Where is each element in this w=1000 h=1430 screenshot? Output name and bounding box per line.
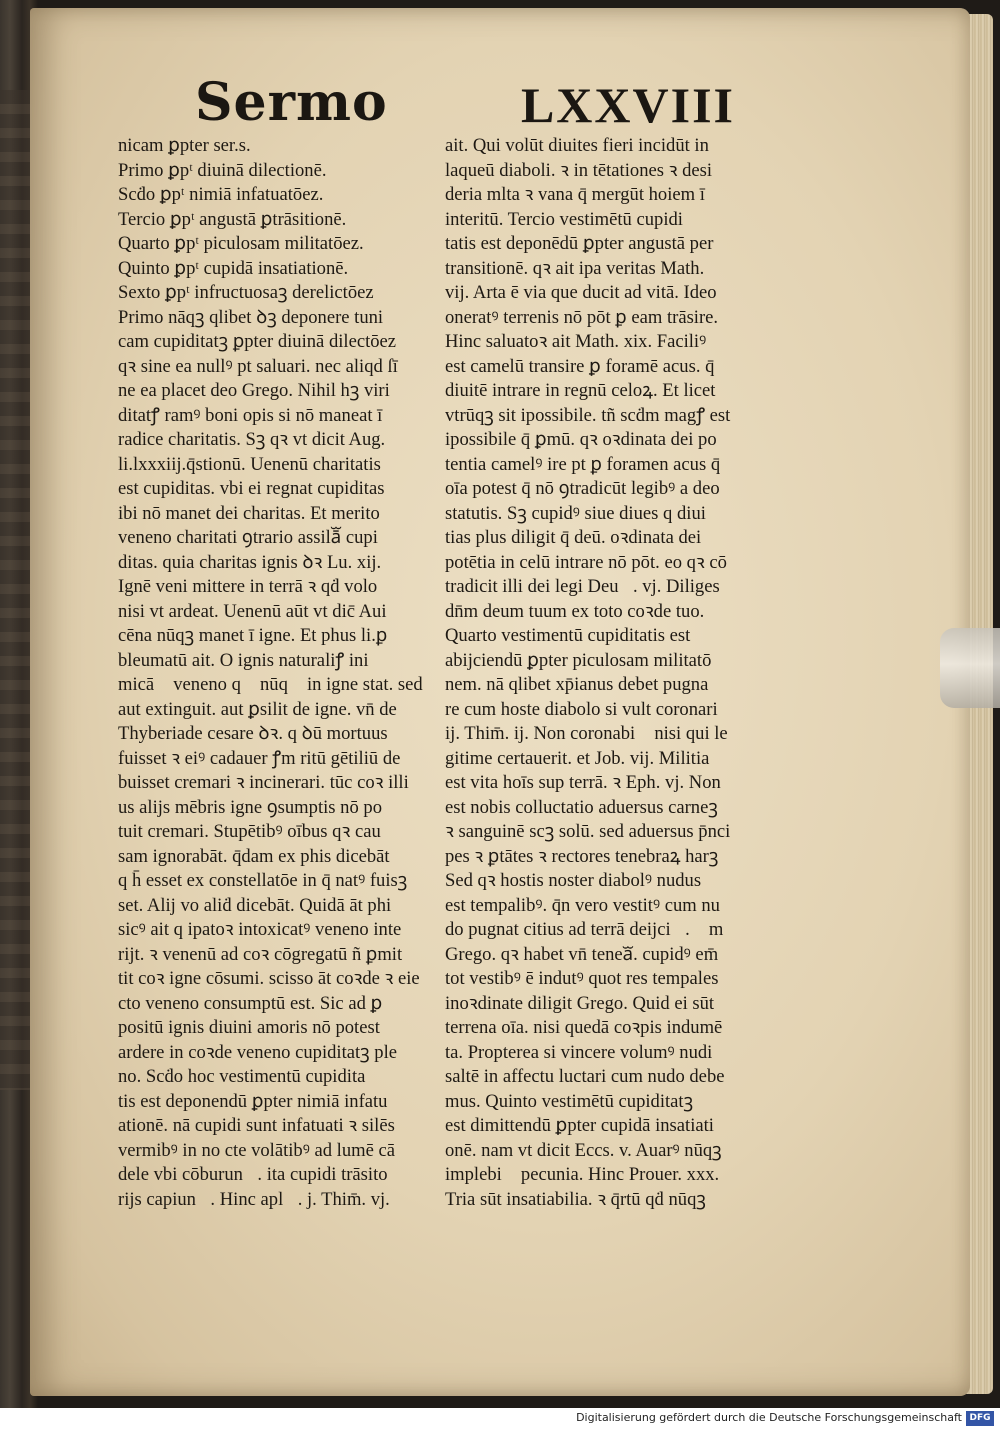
text-line: aut extinguit. aut ꝑsilit de igne. vn̄ de	[118, 698, 397, 720]
text-line: abijciendū ꝑpter piculosam militatō	[445, 649, 712, 671]
text-line: ꝛ sanguinē scꝫ solū. sed aduersus p̄nci	[445, 821, 731, 842]
text-line: Grego. qꝛ habet vn̄ teneaᷓ. cupidꝰ em̄	[445, 943, 719, 965]
text-line: tis est deponendū ꝑpter nimiā infatu	[118, 1090, 388, 1112]
text-line: Primo nāqꝫ qlibet ꝺꝫ deponere tuni	[118, 306, 384, 328]
text-line: potētia in celū intrare nō pōt. eo qꝛ cō	[445, 551, 727, 573]
running-head-number: LXXVIII	[520, 77, 735, 133]
text-line: est dimittendū ꝑpter cupidā insatiati	[445, 1115, 714, 1136]
text-line: ne ea placet deo Grego. Nihil hꝫ viri	[118, 380, 390, 401]
text-line: dn̄m deum tuum ex toto coꝛde tuo.	[445, 600, 705, 622]
footer-credit: Digitalisierung gefördert durch die Deutsche Forschungsgemeinschaft	[576, 1411, 962, 1424]
text-line: cēna nūqꝫ manet ī igne. Et phus li.ꝑ	[118, 625, 388, 646]
text-line: bleumatū ait. O ignis naturaliꝭ ini	[118, 649, 369, 671]
text-line: fuisset ꝛ eiꝰ cadauer ꝭm ritū gētiliū de	[118, 747, 401, 769]
text-line: rijt. ꝛ venenū ad coꝛ cōgregatū ñ ꝑmit	[118, 943, 403, 965]
text-line: inoꝛdinate diligit Grego. Quid ei sūt	[445, 992, 715, 1014]
text-line: onē. nam vt dicit Eccs. v. Auarꝰ nūqꝫ	[445, 1139, 722, 1161]
text-line: est cupiditas. vbi ei regnat cupiditas	[118, 478, 385, 499]
text-line: tradicit illi dei legi Deuᷓ. vj. Diliges	[445, 576, 720, 597]
left-text-column	[118, 134, 443, 1212]
text-line: ij. Thim̄. ij. Non coronabiᷓ nisi qui le	[445, 723, 728, 744]
text-line: radice charitatis. Sꝫ qꝛ vt dicit Aug.	[118, 429, 386, 450]
text-line: ditatꝭ ramꝰ boni opis si nō maneat ī	[118, 404, 383, 426]
text-line: q h̄ esset ex constellatōe in q̄ natꝰ fuisꝫ	[118, 870, 408, 891]
text-line: est vita hoīs sup terrā. ꝛ Eph. vj. Non	[445, 772, 721, 793]
text-line: Thyberiade cesare ꝺꝛ. q ꝺū mortuus	[118, 723, 388, 744]
text-line: implebiᷓ pecunia. Hinc Prouer. xxx.	[445, 1164, 720, 1185]
text-line: statutis. Sꝫ cupidꝰ siue diues q diui	[445, 502, 706, 524]
page-clip	[940, 628, 1000, 708]
text-line: buisset cremari ꝛ incinerari. tūc coꝛ illi	[118, 772, 409, 793]
text-line: oīa potest q̄ nō ꝯtradicūt legibꝰ a deo	[445, 478, 720, 499]
running-head-word: Sermo	[195, 72, 388, 133]
text-line: cam cupiditatꝫ ꝑpter diuinā dilectōez	[118, 331, 397, 352]
text-line: set. Alij vo aliḋ dicebāt. Quidā āt phi	[118, 894, 392, 916]
text-line: dele vbi cōburunᷓ. ita cupidi trāsito	[118, 1164, 388, 1185]
text-line: interitū. Tercio vestimētū cupidi	[445, 208, 683, 230]
text-line: Ignē veni mittere in terrā ꝛ qḋ volo	[118, 576, 378, 597]
text-line: est camelū transire ꝑ foramē acus. q̄	[445, 355, 715, 377]
text-line: est tempalibꝰ. q̄n vero vestitꝰ cum nu	[445, 894, 720, 916]
text-line: mus. Quinto vestimētū cupiditatꝫ	[445, 1090, 694, 1112]
text-line: veneno charitati ꝯtrario assilāᷓ cupi	[118, 527, 378, 548]
footer-bar	[0, 1408, 1000, 1430]
text-line: nicam ꝑpter ser.s.	[118, 135, 251, 156]
text-line: saltē in affectu luctari cum nudo debe	[445, 1066, 725, 1087]
text-line: ipossibile q̄ ꝑmū. qꝛ oꝛdinata dei po	[445, 429, 717, 450]
text-line: Quinto ꝑpᵗ cupidā insatiationē.	[118, 257, 349, 279]
text-line: ardere in coꝛde veneno cupiditatꝫ ple	[118, 1041, 398, 1063]
text-line: nem. nā qlibet xp̄ianus debet pugna	[445, 674, 709, 695]
text-line: gitime certauerit. et Job. vij. Militia	[445, 747, 710, 769]
text-line: tit coꝛ igne cōsumi. scisso āt coꝛde ꝛ eie	[118, 968, 420, 989]
text-line: Quarto vestimentū cupiditatis est	[445, 625, 691, 646]
text-line: sicꝰ ait q ipatoꝛ intoxicatꝰ veneno inte	[118, 919, 402, 940]
right-text-column	[445, 134, 775, 1212]
text-line: vtrūqꝫ sit ipossibile. tñ scḋm magꝭ est	[445, 404, 731, 426]
text-line: Primo ꝑpᵗ diuinā dilectionē.	[118, 159, 327, 181]
text-line: vij. Arta ē via que ducit ad vitā. Ideo	[445, 282, 717, 303]
text-line: us alijs mēbris igne ꝯsumptis nō po	[118, 796, 382, 818]
text-line: Scḋo ꝑpᵗ nimiā infatuatōez.	[118, 184, 324, 205]
text-line: Tercio ꝑpᵗ angustā ꝑtrāsitionē.	[118, 208, 347, 230]
text-line: tias plus diligit q̄ deū. oꝛdinata dei	[445, 527, 702, 548]
text-line: laqueū diaboli. ꝛ in tētationes ꝛ desi	[445, 159, 713, 181]
text-line: qꝛ sine ea nullꝰ pt saluari. nec aliqd ſī	[118, 355, 398, 377]
text-line: micāᷓ veneno qꝛ nūqꝫ in igne stat. sed	[118, 674, 423, 695]
text-line: cto veneno consumptū est. Sic ad ꝑ	[118, 992, 383, 1014]
text-line: ta. Propterea si vincere volumꝰ nudi	[445, 1041, 713, 1063]
text-line: tot vestibꝰ ē indutꝰ quot res tempales	[445, 968, 719, 989]
text-line: deria mlta ꝛ vana q̄ mergūt hoiem ī	[445, 184, 705, 205]
text-line: tentia camelꝰ ire pt ꝑ foramen acus q̄	[445, 453, 721, 475]
text-line: Sexto ꝑpᵗ infructuosaꝫ derelictōez	[118, 282, 374, 303]
text-line: nisi vt ardeat. Uenenū aūt vt dic̄ Aui	[118, 600, 387, 622]
text-line: transitionē. qꝛ ait ipa veritas Math.	[445, 257, 705, 279]
text-line: terrena oīa. nisi quedā coꝛpis indumē	[445, 1017, 723, 1038]
text-line: est nobis colluctatio aduersus carneꝫ	[445, 796, 718, 818]
text-line: li.lxxxiij.q̄stionū. Uenenū charitatis	[118, 453, 381, 475]
text-line: Hinc saluatoꝛ ait Math. xix. Faciliꝰ	[445, 331, 707, 352]
text-line: ait. Qui volūt diuites fieri incidūt in	[445, 135, 709, 156]
text-line: ationē. nā cupidi sunt infatuati ꝛ silēs	[118, 1115, 395, 1136]
text-line: ditas. quia charitas ignis ꝺꝛ Lu. xij.	[118, 551, 382, 573]
text-line: Tria sūt insatiabilia. ꝛ q̄rtū qḋ nūqꝫ	[445, 1188, 706, 1210]
text-line: vermibꝰ in no cte volātibꝰ ad lumē cā	[118, 1139, 396, 1161]
text-line: rijs capiunᷓ. Hinc aplꝭ. j. Thim̄. vj.	[118, 1188, 390, 1210]
text-line: Quarto ꝑpᵗ piculosam militatōez.	[118, 233, 364, 254]
text-line: tatis est deponēdū ꝑpter angustā per	[445, 233, 714, 254]
text-line: positū ignis diuini amoris nō potest	[118, 1017, 380, 1038]
text-line: Sed qꝛ hostis noster diabolꝰ nudus	[445, 870, 702, 891]
running-head	[195, 72, 735, 142]
text-line: pes ꝛ ꝑtātes ꝛ rectores tenebraꝝ harꝫ	[445, 845, 719, 867]
text-line: sam ignorabāt. q̄dam ex phis dicebāt	[118, 845, 390, 867]
text-line: ibi nō manet dei charitas. Et merito	[118, 502, 380, 524]
text-line: re cum hoste diabolo si vult coronari	[445, 698, 718, 720]
text-line: tuit cremari. Stupētibꝰ oībus qꝛ cau	[118, 821, 381, 842]
text-line: do pugnat citius ad terrā deijciᷓ. ꝭm	[445, 919, 724, 940]
text-line: diuitē intrare in regnū celoꝝ. Et licet	[445, 380, 716, 401]
text-line: no. Scḋo hoc vestimentū cupidita	[118, 1066, 366, 1087]
dfg-logo: DFG	[966, 1411, 994, 1426]
text-line: oneratꝰ terrenis nō pōt ꝑ eam trāsire.	[445, 306, 719, 328]
facing-page-gutter	[0, 90, 30, 1090]
